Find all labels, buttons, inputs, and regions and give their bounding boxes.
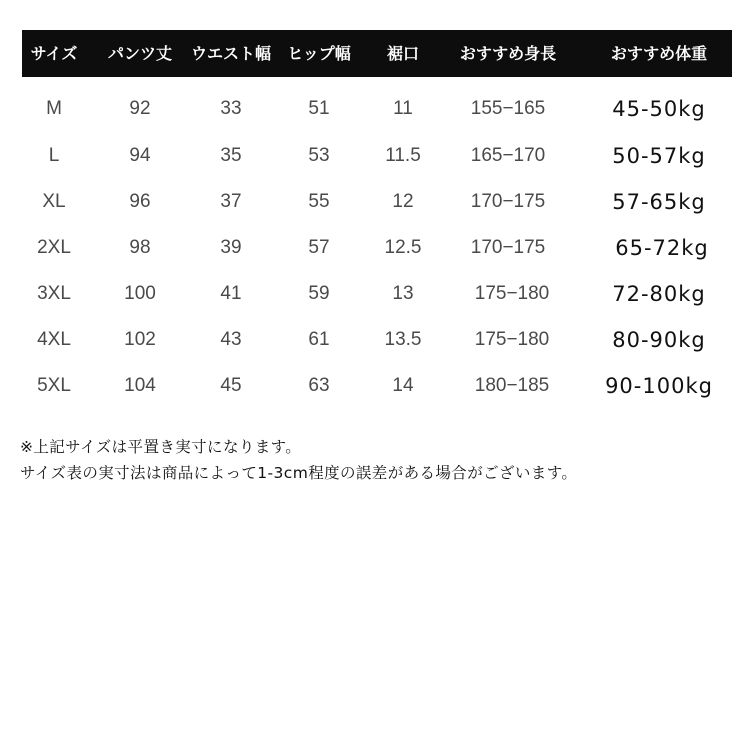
cell-recommended-height: 155−165 [470,98,546,119]
cell-size: M [46,98,62,119]
cell-recommended-height: 180−185 [474,375,550,396]
cell-hip-width: 63 [308,375,330,396]
cell-recommended-height: 170−175 [470,237,546,258]
cell-size: XL [42,191,66,212]
cell-hem-width: 13 [392,283,414,304]
table-row [22,274,732,314]
cell-waist-width: 33 [220,98,242,119]
header-pants-length: パンツ丈 [107,44,173,63]
cell-pants-length: 104 [124,375,156,396]
cell-recommended-height: 175−180 [474,329,550,350]
cell-hem-width: 11 [393,98,413,119]
note-measurement-tolerance: サイズ表の実寸法は商品によって1-3cm程度の誤差がある場合がございます。 [20,464,578,482]
cell-hip-width: 55 [308,191,330,212]
header-recommended-height: おすすめ身長 [459,44,557,63]
cell-waist-width: 39 [220,237,242,258]
cell-pants-length: 98 [129,237,151,258]
cell-size: 2XL [37,237,71,258]
cell-hip-width: 61 [308,329,330,350]
cell-hip-width: 53 [308,145,330,166]
table-row [22,136,732,176]
table-row [22,182,732,222]
cell-size: 4XL [37,329,71,350]
cell-hem-width: 13.5 [384,329,422,350]
cell-recommended-weight: 50-57kg [612,144,706,168]
cell-hip-width: 57 [308,237,330,258]
header-hip-width: ヒップ幅 [287,44,351,63]
table-row [22,366,732,406]
cell-size: 3XL [37,283,71,304]
cell-waist-width: 43 [220,329,242,350]
header-waist-width: ウエスト幅 [190,44,272,63]
cell-pants-length: 100 [124,283,156,304]
cell-recommended-weight: 90-100kg [605,374,713,398]
cell-waist-width: 45 [220,375,242,396]
cell-size: L [48,145,60,166]
cell-size: 5XL [37,375,71,396]
notes [20,434,735,486]
cell-recommended-height: 165−170 [470,145,546,166]
table-row [22,228,732,268]
cell-recommended-weight: 45-50kg [612,97,706,121]
cell-recommended-weight: 80-90kg [612,328,706,352]
cell-pants-length: 94 [129,145,151,166]
cell-waist-width: 35 [220,145,242,166]
table-row [22,320,732,360]
cell-hip-width: 59 [308,283,330,304]
cell-recommended-height: 170−175 [470,191,546,212]
table-header [22,30,732,77]
header-recommended-weight: おすすめ体重 [610,44,708,63]
cell-recommended-weight: 57-65kg [612,190,706,214]
cell-hem-width: 12.5 [384,237,422,258]
cell-waist-width: 37 [220,191,242,212]
cell-hem-width: 12 [392,191,414,212]
header-hem-width: 裾口 [386,44,420,63]
cell-waist-width: 41 [220,283,242,304]
cell-hem-width: 14 [392,375,414,396]
cell-recommended-weight: 65-72kg [615,236,709,260]
cell-pants-length: 92 [129,98,151,119]
cell-pants-length: 102 [124,329,156,350]
cell-recommended-weight: 72-80kg [612,282,706,306]
header-size: サイズ [30,44,78,63]
table-row [22,89,732,129]
cell-hip-width: 51 [308,98,330,119]
cell-hem-width: 11.5 [385,145,421,166]
note-flat-measurement: ※上記サイズは平置き実寸になります。 [20,438,302,456]
cell-recommended-height: 175−180 [474,283,550,304]
cell-pants-length: 96 [129,191,151,212]
